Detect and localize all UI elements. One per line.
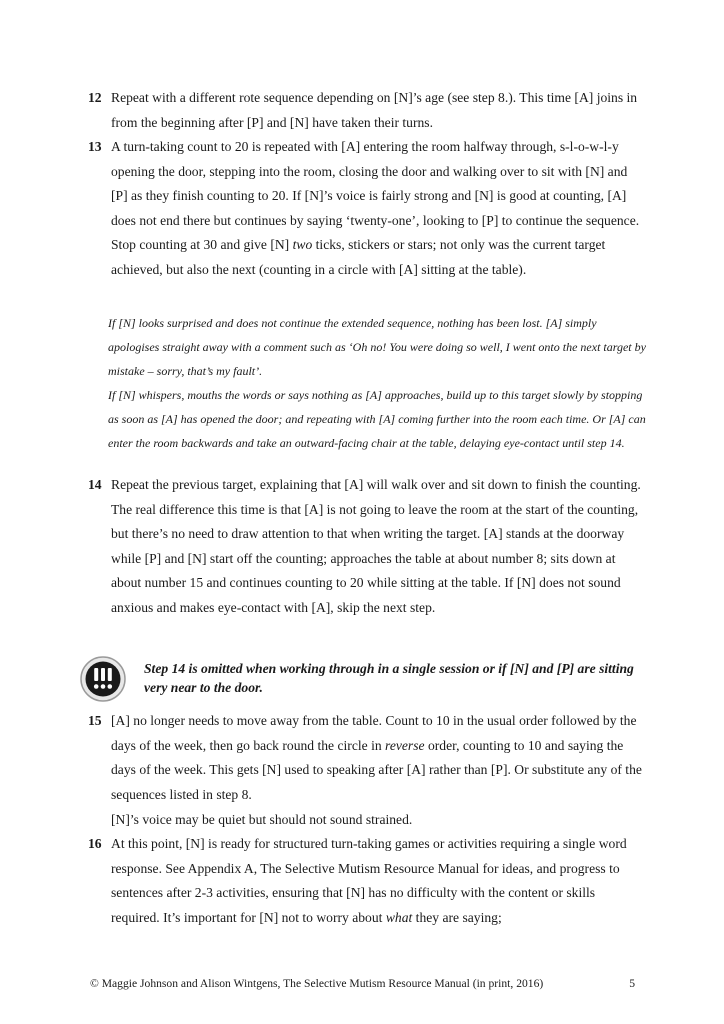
- step-number: 16: [88, 836, 102, 851]
- copyright-notice: © Maggie Johnson and Alison Wintgens, The Selective Mutism Resource Manual (in print, 2016): [90, 977, 544, 990]
- step-text-emphasis: what: [385, 909, 413, 925]
- step-16: [88, 832, 644, 930]
- exclamation-warning-icon: [80, 656, 126, 702]
- step-number: 15: [88, 713, 102, 728]
- step-text-part: [A] no longer needs to move away from the table. Count to 10 in the usual order followed by the days of the week, then go back round the circle in: [111, 713, 637, 753]
- page-footer: [90, 976, 635, 992]
- step-12: [88, 86, 644, 135]
- step-text: Repeat the previous target, explaining that [A] will walk over and sit down to finish the counting. The real difference this time is that [A] is not going to leave the room at the start of the counting, but there’s no need to draw attention to that when writing the target. [A] stands at the doorway while [P] and [N] start off the counting; approaches the table at about number 8; sits down at about number 15 and continues counting to 20 while sitting at the table. If [N] does not sound anxious and makes eye-contact with [A], skip the next step.: [111, 477, 641, 615]
- warning-callout-text: Step 14 is omitted when working through in a single session or if [N] and [P] are sitting very near to the door.: [144, 661, 634, 695]
- step-number: 14: [88, 477, 102, 492]
- step-13-note-whispers: If [N] whispers, mouths the words or says nothing as [A] approaches, build up to this target slowly by stopping as soon as [A] has opened the door; and repeating with [A] coming further into the room each time. Or [A] can enter the room backwards and take an outward-facing chair at the table, delaying eye-contact until step 14.: [108, 388, 646, 451]
- step-text: [111, 832, 644, 930]
- step-text-emphasis: reverse: [385, 737, 425, 753]
- step-text: Repeat with a different rote sequence depending on [N]’s age (see step 8.). This time [A] joins in from the beginning after [P] and [N] have taken their turns.: [111, 90, 638, 130]
- step-13: [88, 135, 644, 283]
- step-text-emphasis: two: [292, 237, 313, 253]
- step-text-part: order, counting to 10 and saying the days of the week. This gets [N] used to speaking after [A] rather than [P]. Or substitute any of the sequences listed in step 8.: [111, 737, 642, 802]
- step-text-part: ticks, stickers or stars; not only was the current target achieved, but also the next (counting in a circle with [A] sitting at the table).: [111, 237, 606, 277]
- step-text: [111, 135, 644, 283]
- step-text-part: they are saying;: [412, 909, 502, 925]
- step-text-part: At this point, [N] is ready for structured turn-taking games or activities requiring a single word response. See Appendix A, The Selective Mutism Resource Manual for ideas, and progress to sentences after 2-3 activities, ensuring that [N] has no difficulty with the content or skills required. It’s important for [N] not to worry about: [111, 836, 627, 925]
- step-15-voice-note: [N]’s voice may be quiet but should not sound strained.: [111, 812, 413, 827]
- page-number: 5: [629, 977, 635, 990]
- step-text: [111, 709, 644, 807]
- step-15: [88, 709, 644, 807]
- step-13-note-surprised: If [N] looks surprised and does not continue the extended sequence, nothing has been lost. [A] simply apologises straight away with a comment such as ‘Oh no! You were doing so well, I went onto the next target by mistake – sorry, that’s my fault’.: [108, 316, 646, 379]
- step-number: 13: [88, 139, 102, 154]
- step-14: [88, 473, 644, 621]
- step-number: 12: [88, 90, 102, 105]
- step-text-part: A turn-taking count to 20 is repeated with [A] entering the room halfway through, s-l-o-w-l-y opening the door, stepping into the room, closing the door and walking over to sit with [N] and [P] as they finish counting to 20. If [N]’s voice is fairly strong and [N] is good at counting, [A] does not end there but continues by saying ‘twenty-one’, looking to [P] to continue the sequence. Stop counting at 30 and give [N]: [111, 139, 640, 253]
